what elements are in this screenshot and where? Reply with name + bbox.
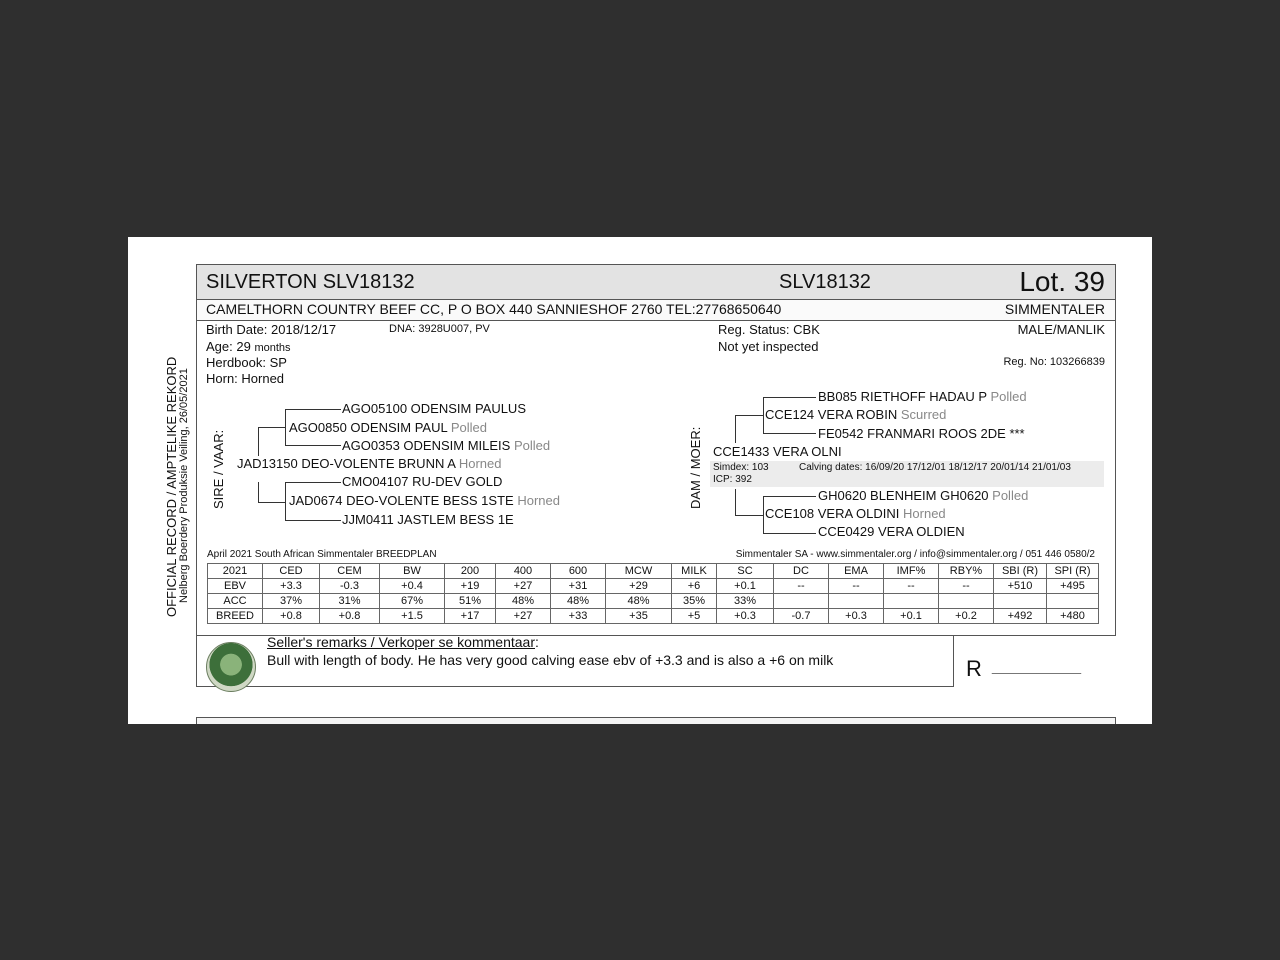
title-bar bbox=[197, 265, 1115, 300]
inspection-status: Not yet inspected bbox=[718, 339, 819, 354]
table-cell bbox=[939, 594, 994, 609]
table-row bbox=[208, 579, 1099, 594]
owner-bar bbox=[197, 300, 1115, 321]
table-cell: SC bbox=[717, 564, 774, 579]
breedplan-source: April 2021 South African Simmentaler BREEDPLAN bbox=[207, 549, 437, 560]
table-cell: EMA bbox=[829, 564, 884, 579]
table-cell: MILK bbox=[672, 564, 717, 579]
table-cell: +0.8 bbox=[320, 609, 380, 624]
breed-name: SIMMENTALER bbox=[1004, 301, 1105, 317]
remarks-text: Bull with length of body. He has very good calving ease ebv of +3.3 and is also a +6 on milk bbox=[267, 652, 834, 668]
auction-label: Nelberg Boerdery Produksie Veiling, 26/05/2021 bbox=[178, 368, 190, 603]
price-box bbox=[953, 635, 1116, 687]
table-cell: 600 bbox=[551, 564, 606, 579]
official-record-label: OFFICIAL RECORD / AMPTELIKE REKORD bbox=[164, 356, 179, 617]
table-cell: 48% bbox=[606, 594, 672, 609]
pedigree-sdd: JJM0411 JASTLEM BESS 1E bbox=[342, 512, 514, 527]
pedigree-ss: AGO0850 ODENSIM PAUL Polled bbox=[289, 420, 487, 435]
table-cell: -0.7 bbox=[774, 609, 829, 624]
table-row bbox=[208, 609, 1099, 624]
table-cell: 33% bbox=[717, 594, 774, 609]
dam-simdex: Simdex: 103 bbox=[713, 462, 769, 473]
table-cell: +0.3 bbox=[717, 609, 774, 624]
table-cell: +31 bbox=[551, 579, 606, 594]
table-cell: +0.2 bbox=[939, 609, 994, 624]
table-cell: +1.5 bbox=[380, 609, 445, 624]
table-cell: 2021 bbox=[208, 564, 263, 579]
table-cell: SBI (R) bbox=[994, 564, 1047, 579]
table-cell: 400 bbox=[496, 564, 551, 579]
birth-date: Birth Date: 2018/12/17 bbox=[206, 322, 337, 337]
age: Age: 29 months bbox=[206, 339, 291, 354]
table-cell bbox=[829, 594, 884, 609]
dam-stats-box bbox=[710, 461, 1104, 487]
registration-status: Reg. Status: CBK bbox=[718, 322, 820, 337]
table-cell: BREED bbox=[208, 609, 263, 624]
table-cell: 51% bbox=[445, 594, 496, 609]
horn-status: Horn: Horned bbox=[206, 371, 285, 386]
dam-label: DAM / MOER: bbox=[688, 426, 703, 509]
table-cell: RBY% bbox=[939, 564, 994, 579]
table-cell: +27 bbox=[496, 609, 551, 624]
table-cell: -- bbox=[774, 579, 829, 594]
table-cell: +29 bbox=[606, 579, 672, 594]
table-cell: +27 bbox=[496, 579, 551, 594]
pedigree-ds: CCE124 VERA ROBIN Scurred bbox=[765, 407, 947, 422]
table-cell: +0.3 bbox=[829, 609, 884, 624]
table-cell: +495 bbox=[1047, 579, 1099, 594]
lot-card bbox=[196, 264, 1116, 687]
table-cell: 67% bbox=[380, 594, 445, 609]
table-cell bbox=[1047, 594, 1099, 609]
table-cell: +0.4 bbox=[380, 579, 445, 594]
table-cell: 48% bbox=[496, 594, 551, 609]
pedigree-sire: JAD13150 DEO-VOLENTE BRUNN A Horned bbox=[237, 456, 502, 471]
table-cell: BW bbox=[380, 564, 445, 579]
table-cell: +35 bbox=[606, 609, 672, 624]
breedplan-contact: Simmentaler SA - www.simmentaler.org / info@simmentaler.org / 051 446 0580/2 bbox=[735, 549, 1095, 560]
pedigree-dsd: FE0542 FRANMARI ROOS 2DE *** bbox=[818, 426, 1025, 441]
table-cell bbox=[884, 594, 939, 609]
table-cell: -- bbox=[884, 579, 939, 594]
table-cell: +480 bbox=[1047, 609, 1099, 624]
table-cell: 35% bbox=[672, 594, 717, 609]
table-cell bbox=[774, 594, 829, 609]
remarks-title: Seller's remarks / Verkoper se kommentaar: bbox=[267, 634, 539, 650]
table-cell: +6 bbox=[672, 579, 717, 594]
table-cell: 31% bbox=[320, 594, 380, 609]
pedigree-dds: GH0620 BLENHEIM GH0620 Polled bbox=[818, 488, 1029, 503]
registration-number: Reg. No: 103266839 bbox=[1003, 356, 1105, 368]
table-cell: -- bbox=[939, 579, 994, 594]
animal-name: SILVERTON SLV18132 bbox=[206, 271, 415, 293]
herdbook: Herdbook: SP bbox=[206, 355, 287, 370]
table-cell: +3.3 bbox=[263, 579, 320, 594]
table-cell: IMF% bbox=[884, 564, 939, 579]
table-cell: 37% bbox=[263, 594, 320, 609]
table-header-row bbox=[208, 564, 1099, 579]
dna-info: DNA: 3928U007, PV bbox=[389, 323, 490, 335]
table-cell: +19 bbox=[445, 579, 496, 594]
price-currency-label: R bbox=[966, 656, 982, 681]
table-cell bbox=[994, 594, 1047, 609]
pedigree-sds: CMO04107 RU-DEV GOLD bbox=[342, 474, 503, 489]
table-cell: CEM bbox=[320, 564, 380, 579]
pedigree-sd: JAD0674 DEO-VOLENTE BESS 1STE Horned bbox=[289, 493, 560, 508]
table-cell: EBV bbox=[208, 579, 263, 594]
table-cell: DC bbox=[774, 564, 829, 579]
dam-icp: ICP: 392 bbox=[713, 474, 752, 485]
table-cell: MCW bbox=[606, 564, 672, 579]
table-cell: -0.3 bbox=[320, 579, 380, 594]
table-cell: +492 bbox=[994, 609, 1047, 624]
pedigree-ssd: AGO0353 ODENSIM MILEIS Polled bbox=[342, 438, 551, 453]
next-card-edge bbox=[196, 717, 1116, 724]
animal-id: SLV18132 bbox=[779, 271, 871, 293]
sire-label: SIRE / VAAR: bbox=[211, 429, 226, 509]
owner-details: CAMELTHORN COUNTRY BEEF CC, P O BOX 440 SANNIESHOF 2760 TEL:27768650640 bbox=[206, 301, 782, 317]
pedigree-sss: AGO05100 ODENSIM PAULUS bbox=[342, 401, 526, 416]
table-cell: +5 bbox=[672, 609, 717, 624]
sex: MALE/MANLIK bbox=[1017, 322, 1105, 337]
table-cell: +0.1 bbox=[717, 579, 774, 594]
simmentaler-logo-icon bbox=[206, 642, 256, 692]
lot-number: Lot. 39 bbox=[1019, 266, 1105, 297]
table-cell: 200 bbox=[445, 564, 496, 579]
table-row bbox=[208, 594, 1099, 609]
remarks-section bbox=[197, 635, 953, 686]
table-cell: ACC bbox=[208, 594, 263, 609]
table-cell: 48% bbox=[551, 594, 606, 609]
table-cell: +17 bbox=[445, 609, 496, 624]
table-cell: CED bbox=[263, 564, 320, 579]
catalog-page bbox=[128, 237, 1152, 724]
dam-calving-dates: Calving dates: 16/09/20 17/12/01 18/12/17 20/01/14 21/01/03 bbox=[799, 462, 1071, 473]
pedigree-dss: BB085 RIETHOFF HADAU P Polled bbox=[818, 389, 1027, 404]
table-cell: +510 bbox=[994, 579, 1047, 594]
table-cell: +0.1 bbox=[884, 609, 939, 624]
pedigree-dd: CCE108 VERA OLDINI Horned bbox=[765, 506, 946, 521]
table-cell: -- bbox=[829, 579, 884, 594]
price-blank: __________ bbox=[992, 658, 1081, 675]
pedigree-dam: CCE1433 VERA OLNI bbox=[713, 444, 842, 459]
table-cell: +33 bbox=[551, 609, 606, 624]
table-cell: SPI (R) bbox=[1047, 564, 1099, 579]
pedigree-ddd: CCE0429 VERA OLDIEN bbox=[818, 524, 965, 539]
ebv-table bbox=[207, 563, 1099, 624]
table-cell: +0.8 bbox=[263, 609, 320, 624]
